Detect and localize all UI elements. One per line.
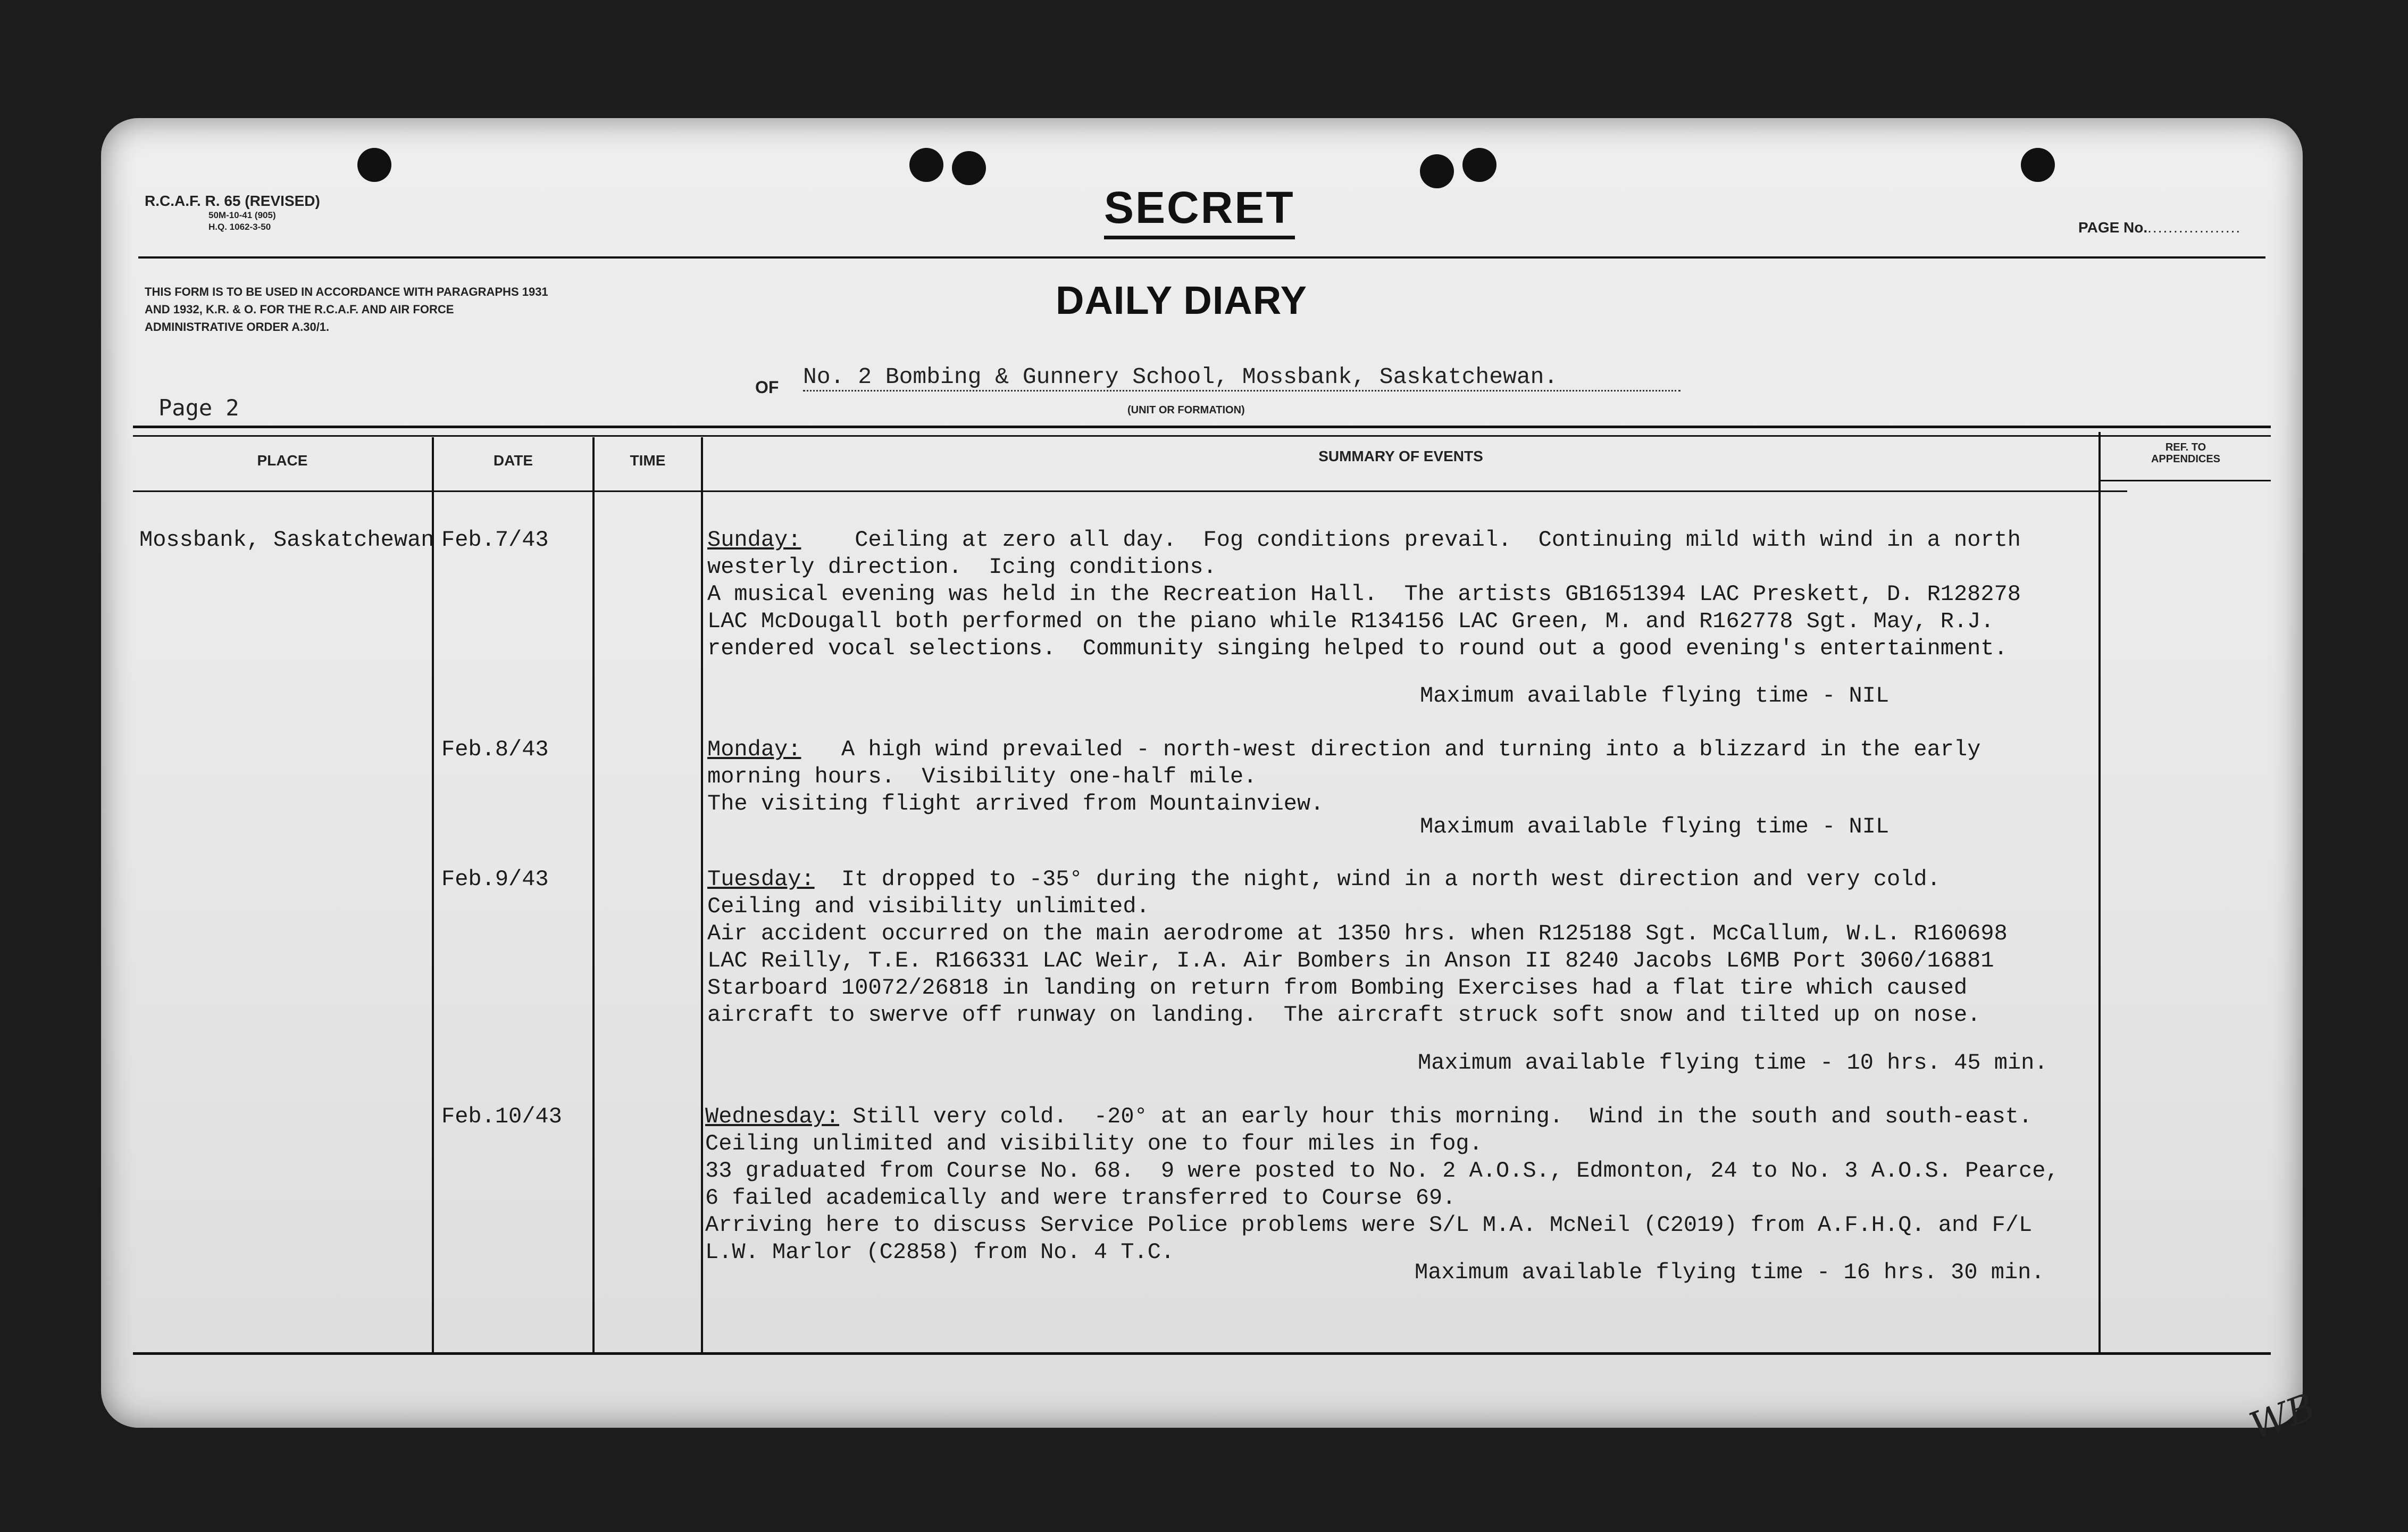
- page-number-blank: ..................: [2147, 219, 2242, 236]
- print-code-1: 50M-10-41 (905): [208, 210, 276, 220]
- form-number: [145, 193, 320, 233]
- punch-hole: [2021, 148, 2055, 182]
- handwritten-initials: WB: [2244, 1385, 2321, 1448]
- diary-page: [101, 118, 2321, 1448]
- date-cell: Feb.7/43: [441, 527, 549, 553]
- punch-hole: [952, 151, 986, 185]
- form-instructions: THIS FORM IS TO BE USED IN ACCORDANCE WITH PARAGRAPHS 1931 AND 1932, K.R. & O. FOR THE R.C.A.F. AND AIR FORCE ADMINISTRATIVE ORDER A.30/1.: [145, 285, 548, 334]
- column-divider: [2098, 432, 2101, 1352]
- column-header-ref: [2101, 442, 2271, 465]
- event-text: Ceiling at zero all day. Fog conditions prevail. Continuing mild with wind in a north westerly direction. Icing conditions. A musical evening was held in the Recreation Hall. The artists GB1651394 LAC Preskett, D. R128278 LAC McDougall both performed on the piano while R134156 LAC Green, M. and R162778 Sgt. May, R.J. rendered vocal selections. Community singing helped to round out a good evening's entertainment.: [707, 527, 2021, 661]
- header-rule: [138, 256, 2265, 259]
- event-text: A high wind prevailed - north-west direction and turning into a blizzard in the early morning hours. Visibility one-half mile. The visiting flight arrived from Mountainview.: [707, 737, 1981, 817]
- column-header-date: DATE: [493, 452, 533, 469]
- ref-header-line-2: APPENDICES: [2151, 453, 2221, 465]
- date-cell: Feb.9/43: [441, 867, 549, 892]
- table-bottom-rule: [133, 1352, 2271, 1355]
- punch-hole: [1462, 148, 1496, 182]
- ref-header-rule: [2101, 480, 2271, 481]
- print-code-2: H.Q. 1062-3-50: [208, 222, 271, 232]
- column-divider: [701, 437, 703, 1352]
- column-header-time: TIME: [630, 452, 666, 469]
- date-cell: Feb.10/43: [441, 1104, 562, 1129]
- column-header-summary: SUMMARY OF EVENTS: [1318, 448, 1483, 464]
- date-cell: Feb.8/43: [441, 737, 549, 762]
- page-number-field: [2078, 219, 2241, 236]
- column-divider: [432, 437, 434, 1352]
- column-divider: [592, 437, 595, 1352]
- max-flying-time: Maximum available flying time - NIL: [1420, 814, 1889, 839]
- punch-hole: [909, 148, 943, 182]
- form-number-text: R.C.A.F. R. 65 (REVISED): [145, 193, 320, 209]
- max-flying-time: Maximum available flying time - 10 hrs. 45 min.: [1418, 1050, 2048, 1076]
- day-label: Tuesday:: [707, 867, 815, 892]
- page-number-label: PAGE No.: [2078, 219, 2148, 236]
- column-header-place: PLACE: [257, 452, 308, 469]
- event-summary: [705, 1103, 2059, 1266]
- max-flying-time: Maximum available flying time - NIL: [1420, 683, 1889, 709]
- page-label: Page 2: [158, 395, 239, 421]
- table-top-rule: [133, 426, 2271, 428]
- day-label: Monday:: [707, 737, 801, 762]
- of-label: OF: [755, 378, 779, 397]
- unit-caption: (UNIT OR FORMATION): [1127, 404, 1245, 416]
- day-label: Wednesday:: [705, 1104, 840, 1129]
- event-text: Still very cold. -20° at an early hour this morning. Wind in the south and south-east. Ceiling unlimited and visibility one to four miles in fog. 33 graduated from Course No. 68. 9 were posted to No. 2 A.O.S., Edmonton, 24 to No. 3 A.O.S. Pearce, 6 failed academically and were transferred to Course 69. Arriving here to discuss Service Police problems were S/L M.A. McNeil (C2019) from A.F.H.Q. and F/L L.W. Marlor (C2858) from No. 4 T.C.: [705, 1104, 2059, 1265]
- classification-stamp: SECRET: [1104, 182, 1295, 239]
- day-label: Sunday:: [707, 527, 801, 553]
- punch-hole: [1420, 154, 1454, 188]
- event-text: It dropped to -35° during the night, wind in a north west direction and very cold. Ceiling and visibility unlimited. Air accident occurred on the main aerodrome at 1350 hrs. when R125188 Sgt. McCallum, W.L. R160698 LAC Reilly, T.E. R166331 LAC Weir, I.A. Air Bombers in Anson II 8240 Jacobs L6MB Port 3060/16881 Starboard 10072/26818 in landing on return from Bombing Exercises had a flat tire which caused aircraft to swerve off runway on landing. The aircraft struck soft snow and tilted up on nose.: [707, 867, 2008, 1028]
- ref-header-line-1: REF. TO: [2165, 442, 2206, 453]
- place-cell: Mossbank, Saskatchewan: [139, 527, 434, 553]
- event-summary: [707, 527, 2021, 662]
- table-top-rule-2: [133, 435, 2271, 437]
- event-summary: [707, 866, 2008, 1029]
- page-title: DAILY DIARY: [1056, 278, 1307, 322]
- max-flying-time: Maximum available flying time - 16 hrs. 30 min.: [1415, 1260, 2045, 1285]
- punch-hole: [357, 148, 391, 182]
- unit-name: No. 2 Bombing & Gunnery School, Mossbank, Saskatchewan.: [803, 364, 1680, 392]
- event-summary: [707, 736, 1980, 818]
